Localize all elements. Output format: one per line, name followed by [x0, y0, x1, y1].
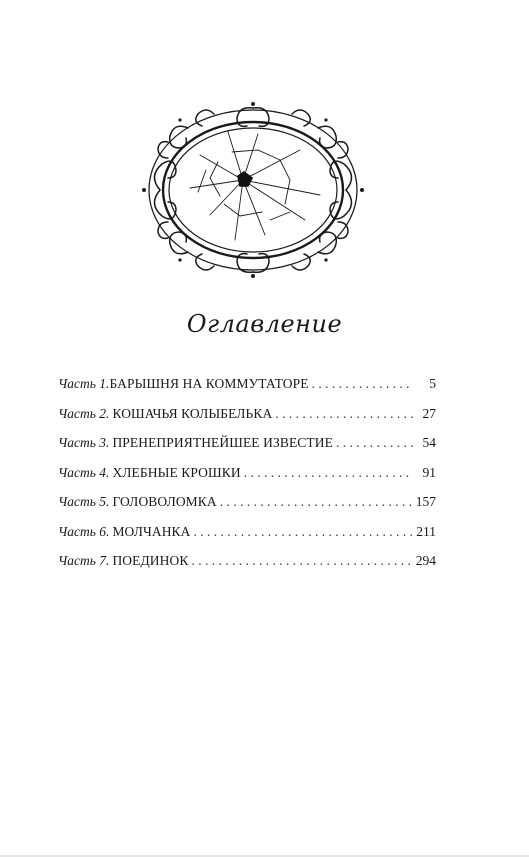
- toc-entry-7[interactable]: [58, 553, 436, 583]
- toc-entry-name: БАРЫШНЯ НА КОММУТАТОРЕ: [109, 376, 309, 391]
- toc-entry-page: 27: [422, 405, 436, 421]
- toc-entry-part: Часть 4.: [58, 464, 110, 480]
- toc-entry-3[interactable]: [58, 435, 436, 465]
- ornate-frame-broken-mirror-icon: [140, 100, 366, 280]
- dot-leader: [275, 406, 413, 422]
- toc-entry-name: ПОЕДИНОК: [112, 553, 189, 568]
- toc-entry-page: 5: [429, 376, 436, 391]
- dot-leader: [191, 553, 412, 569]
- dot-leader: [220, 494, 413, 510]
- dot-leader: [244, 465, 413, 481]
- table-of-contents: [58, 376, 436, 583]
- toc-entry-page: 211: [416, 523, 436, 539]
- toc-entry-part: Часть 1.: [58, 376, 110, 391]
- toc-entry-part: Часть 7.: [58, 553, 110, 568]
- dot-leader: [336, 435, 413, 451]
- toc-entry-part: Часть 2.: [58, 405, 110, 421]
- toc-title: Оглавление: [186, 310, 343, 338]
- toc-entry-name: МОЛЧАНКА: [112, 523, 191, 539]
- dot-leader: [312, 376, 413, 392]
- toc-entry-page: 157: [415, 494, 436, 509]
- toc-entry-1[interactable]: [58, 376, 436, 406]
- toc-entry-page: 294: [415, 553, 436, 568]
- toc-entry-name: ХЛЕБНЫЕ КРОШКИ: [112, 464, 241, 480]
- dot-leader: [194, 524, 414, 540]
- toc-entry-5[interactable]: [58, 494, 436, 524]
- toc-entry-name: ГОЛОВОЛОМКА: [112, 494, 217, 509]
- toc-entry-2[interactable]: [58, 406, 436, 436]
- toc-entry-part: Часть 3.: [58, 435, 110, 450]
- toc-entry-page: 91: [422, 464, 436, 480]
- toc-entry-4[interactable]: [58, 465, 436, 495]
- toc-entry-6[interactable]: [58, 524, 436, 554]
- toc-entry-part: Часть 5.: [58, 494, 110, 509]
- toc-entry-name: КОШАЧЬЯ КОЛЫБЕЛЬКА: [112, 405, 273, 421]
- toc-entry-page: 54: [422, 435, 436, 450]
- toc-entry-name: ПРЕНЕПРИЯТНЕЙШЕЕ ИЗВЕСТИЕ: [112, 435, 333, 450]
- toc-entry-part: Часть 6.: [58, 523, 110, 539]
